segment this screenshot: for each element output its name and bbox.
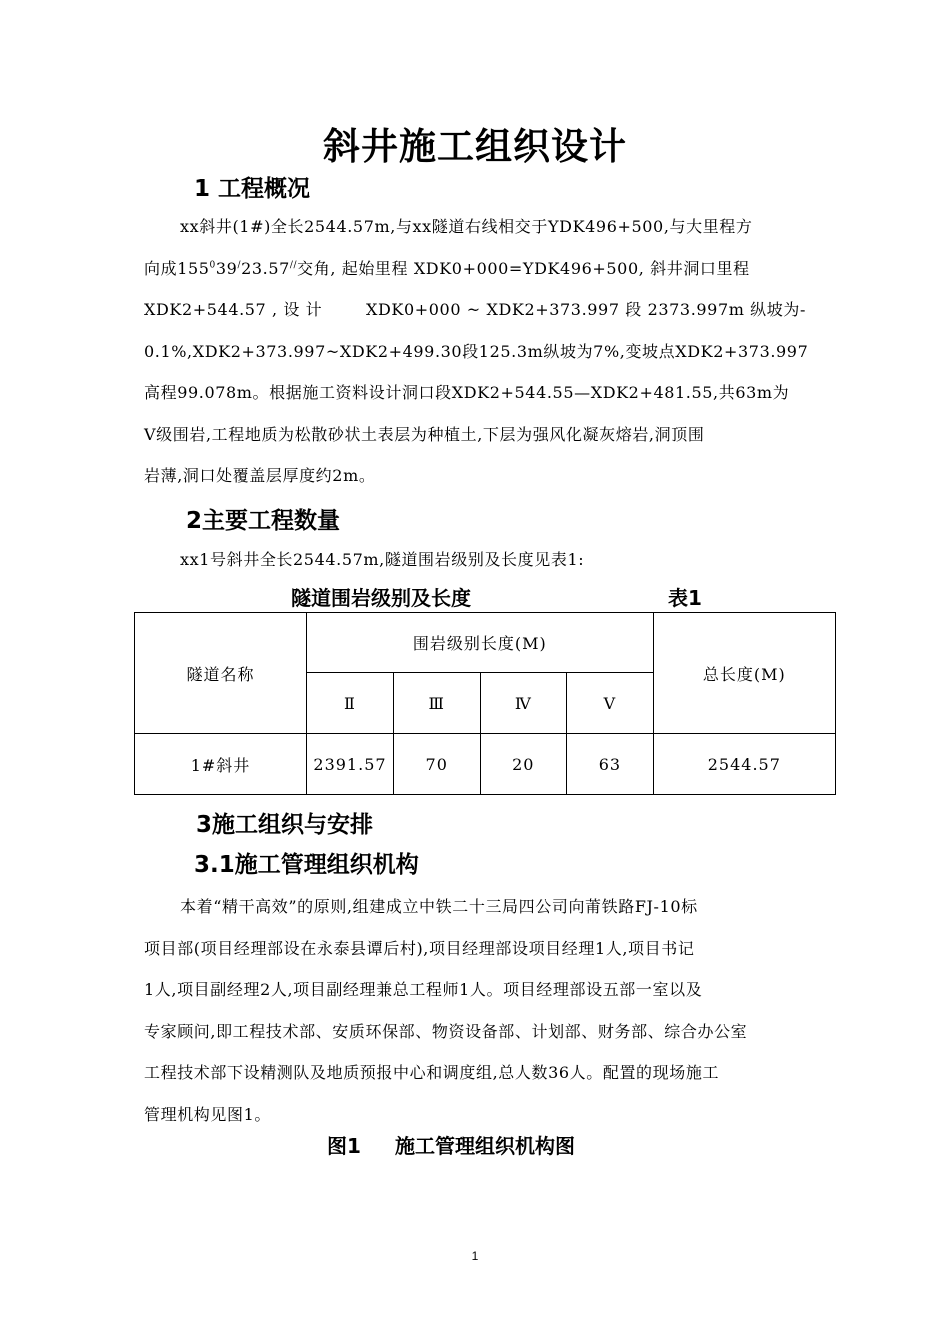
body-line: 管理机构见图1。: [144, 1104, 271, 1124]
body-line: Ⅴ级围岩,工程地质为松散砂状土表层为种植土,下层为强风化凝灰熔岩,洞顶围: [144, 424, 705, 444]
section-1-body: [144, 206, 809, 497]
header-total-length: 总长度(M): [653, 613, 835, 734]
cell-grade-value: 70: [393, 734, 480, 795]
page-title: 斜井施工组织设计: [323, 125, 627, 168]
section-3-body: [144, 886, 806, 1135]
table-label: 表1: [668, 586, 702, 610]
angle-suffix: 交角, 起始里程 XDK0+000=YDK496+500, 斜井洞口里程: [297, 258, 750, 278]
body-line-part: XDK0+000 ~ XDK2+373.997 段 2373.997m 纵坡为-: [366, 300, 806, 319]
page-number: 1: [471, 1249, 479, 1263]
section-1-heading: 1 工程概况: [194, 176, 311, 202]
section-3-1-heading: 3.1施工管理组织机构: [194, 852, 419, 878]
body-line-angle: [144, 248, 806, 290]
header-grade-length: 围岩级别长度(M): [307, 613, 654, 673]
header-tunnel-name: 隧道名称: [135, 613, 307, 734]
body-line: 工程技术部下设精测队及地质预报中心和调度组,总人数36人。配置的现场施工: [144, 1063, 720, 1082]
cell-total: 2544.57: [653, 734, 835, 795]
second-mark: //: [289, 260, 298, 271]
section-3-heading: 3施工组织与安排: [196, 812, 374, 838]
table-caption: 隧道围岩级别及长度: [291, 586, 471, 610]
cell-grade-value: 2391.57: [307, 734, 394, 795]
figure-caption: 施工管理组织机构图: [395, 1134, 575, 1158]
body-line: 本着“精干高效”的原则,组建成立中铁二十三局四公司向莆铁路FJ-10标: [180, 897, 698, 916]
header-grade: Ⅱ: [307, 673, 394, 734]
body-line: 0.1%,XDK2+373.997~XDK2+499.30段125.3m纵坡为7%,变坡点XDK2+373.997: [144, 341, 809, 361]
body-line-part: XDK2+544.57 , 设 计: [144, 300, 323, 319]
body-line: 专家顾问,即工程技术部、安质环保部、物资设备部、计划部、财务部、综合办公室: [144, 1021, 748, 1041]
header-grade: Ⅳ: [480, 673, 567, 734]
section-2-heading: 2主要工程数量: [186, 508, 341, 534]
angle-seconds: 23.57: [241, 258, 290, 278]
cell-grade-value: 63: [567, 734, 654, 795]
cell-tunnel-name: 1#斜井: [135, 734, 307, 795]
header-grade: Ⅴ: [567, 673, 654, 734]
angle-minutes: 39: [215, 258, 238, 278]
figure-label: 图1: [327, 1134, 361, 1158]
angle-prefix: 向成155: [144, 258, 210, 278]
section-2-intro: [144, 540, 806, 580]
body-line: xx斜井(1#)全长2544.57m,与xx隧道右线相交于YDK496+500,与大里程方: [180, 217, 753, 236]
table-row: [135, 734, 836, 795]
body-line: xx1号斜井全长2544.57m,隧道围岩级别及长度见表1:: [180, 550, 585, 569]
degree-mark: 0: [209, 260, 216, 271]
body-line: 高程99.078m。根据施工资料设计洞口段XDK2+544.55—XDK2+481.55,共63m为: [144, 383, 790, 402]
body-line: 岩薄,洞口处覆盖层厚度约2m。: [144, 466, 376, 485]
header-grade: Ⅲ: [393, 673, 480, 734]
rock-grade-table: [134, 612, 836, 795]
body-line: 项目部(项目经理部设在永泰县谭后村),项目经理部设项目经理1人,项目书记: [144, 938, 695, 958]
minute-mark: /: [237, 260, 242, 271]
body-line: [144, 289, 806, 331]
cell-grade-value: 20: [480, 734, 567, 795]
body-line: 1人,项目副经理2人,项目副经理兼总工程师1人。项目经理部设五部一室以及: [144, 980, 703, 999]
